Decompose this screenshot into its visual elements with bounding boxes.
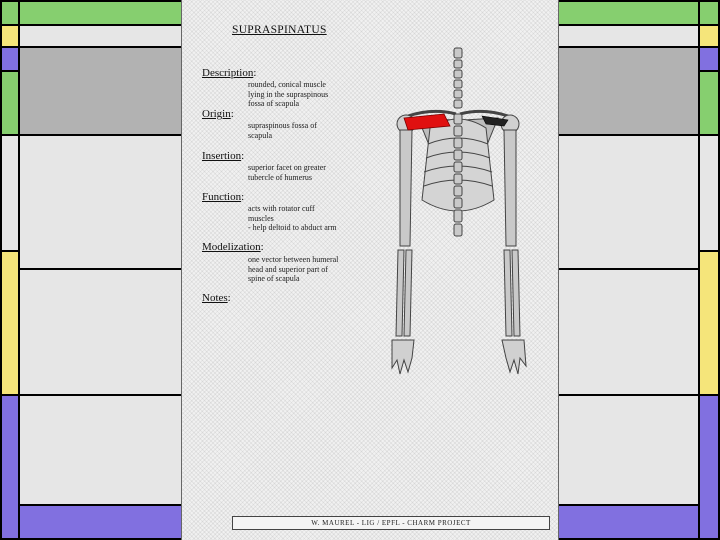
bg-block [0,0,20,26]
bg-block [698,250,720,396]
bg-block [556,504,700,540]
bg-block [698,394,720,540]
origin-heading: Origin: [202,108,234,120]
bg-block [556,0,700,26]
modelization-heading: Modelization: [202,241,264,253]
bg-block [18,394,184,506]
bg-block [698,24,720,48]
skeleton-illustration [378,40,548,380]
bg-block [0,24,20,48]
bg-block [698,0,720,26]
bg-block [698,70,720,136]
description-heading: Description: [202,67,257,79]
bg-block [698,134,720,252]
bg-block [556,394,700,506]
insertion-text: superior facet on greater tubercle of humerus [248,163,326,182]
bg-block [556,134,700,270]
bg-block [556,268,700,396]
bg-block [18,504,184,540]
bg-block [0,394,20,540]
function-heading: Function: [202,191,245,203]
bg-block [0,134,20,252]
modelization-text: one vector between humeral head and superior part of spine of scapula [248,255,339,284]
description-text: rounded, conical muscle lying in the supraspinous fossa of scapula [248,80,329,109]
bg-block [18,0,184,26]
bg-block [556,24,700,48]
bg-block [698,46,720,72]
bg-block [18,46,184,136]
origin-text: supraspinous fossa of scapula [248,121,317,140]
footer-credit: W. MAUREL - LIG / EPFL - CHARM PROJECT [232,516,550,530]
card-title: SUPRASPINATUS [232,24,327,36]
bg-block [18,268,184,396]
notes-heading: Notes: [202,292,231,304]
insertion-heading: Insertion: [202,150,245,162]
bg-block [0,46,20,72]
bg-block [18,24,184,48]
bg-block [0,70,20,136]
bg-block [0,250,20,396]
bg-block [556,46,700,136]
bg-block [18,134,184,270]
function-text: acts with rotator cuff muscles - help deltoid to abduct arm [248,204,337,233]
